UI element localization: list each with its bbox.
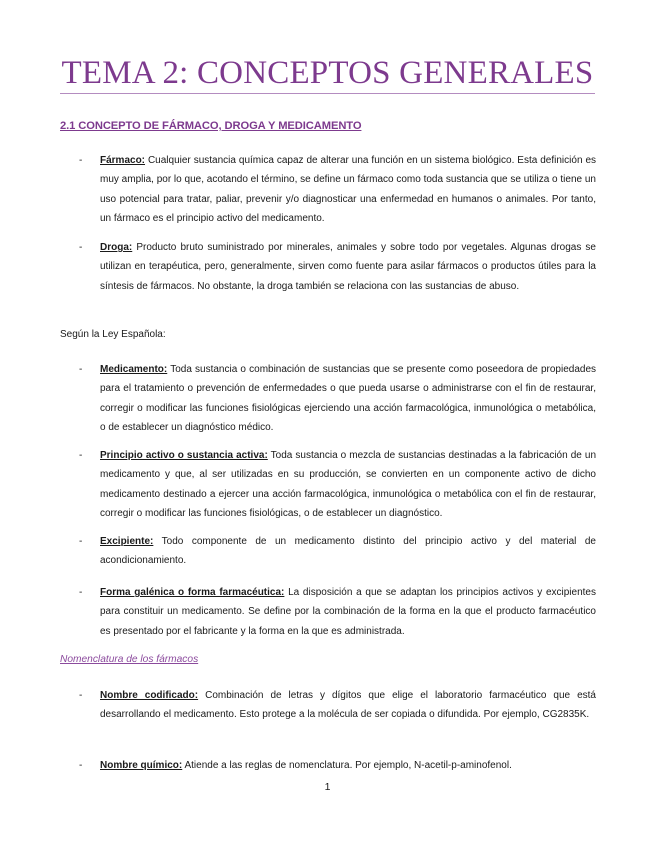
definition-term: Principio activo o sustancia activa:: [100, 450, 268, 461]
definition-forma-galenica: [62, 583, 596, 641]
bullet-dash: -: [79, 760, 83, 771]
definition-term: Nombre químico:: [100, 760, 183, 771]
bullet-dash: -: [79, 155, 83, 166]
definition-body: Producto bruto suministrado por minerales, animales y sobre todo por vegetales. Algunas drogas se utilizan en terapéutica, pero, generalmente, sirven como fuente para asilar fármacos o productos útiles para la síntesis de fármacos. No obstante, la droga también se relaciona con las sustancias de abuso.: [100, 242, 596, 292]
definition-body: Todo componente de un medicamento distinto del principio activo y del material de acondicionamiento.: [100, 536, 596, 567]
definition-text: [100, 686, 596, 725]
bullet-dash: -: [79, 690, 83, 701]
definition-text: [100, 446, 596, 524]
bullet-dash: -: [79, 450, 83, 461]
definition-text: [100, 238, 596, 296]
definition-principio-activo: [62, 446, 596, 524]
section-heading: 2.1 CONCEPTO DE FÁRMACO, DROGA Y MEDICAMENTO: [60, 120, 362, 132]
nomenclature-heading: Nomenclatura de los fármacos: [60, 654, 199, 665]
definition-body: Cualquier sustancia química capaz de alterar una función en un sistema biológico. Esta definición es muy amplia, por lo que, acotando el término, se define un fármaco como toda sustancia que se utiliza o tiene un uso potencial para tratar, paliar, prevenir y/o diagnosticar una enfermedad en humanos o animales. Por tanto, un fármaco es el principio activo del medicamento.: [100, 155, 596, 225]
page-title: TEMA 2: CONCEPTOS GENERALES: [61, 55, 594, 91]
definition-body: Combinación de letras y dígitos que elige el laboratorio farmacéutico que está desarrollando el medicamento. Esto protege a la molécula de ser copiada o difundida. Por ejemplo, CG2835K.: [100, 690, 596, 721]
definition-text: [100, 360, 596, 438]
definition-droga: [62, 238, 596, 296]
definition-term: Nombre codificado:: [100, 690, 199, 701]
definition-text: [100, 583, 596, 641]
definition-body: La disposición a que se adaptan los principios activos y excipientes para constituir un medicamento. Se define por la combinación de la forma en la que el producto farmacéutico es presentado por el fabricante y la forma en la que es administrada.: [100, 587, 596, 637]
page-number: 1: [324, 781, 331, 793]
definition-text: [100, 756, 596, 775]
definition-body: Atiende a las reglas de nomenclatura. Por ejemplo, N-acetil-p-aminofenol.: [182, 760, 512, 771]
definition-text: [100, 532, 596, 571]
bullet-dash: -: [79, 587, 83, 598]
definition-excipiente: [62, 532, 596, 571]
definition-term: Medicamento:: [100, 364, 168, 375]
definition-term: Excipiente:: [100, 536, 154, 547]
bullet-dash: -: [79, 536, 83, 547]
definition-term: Forma galénica o forma farmacéutica:: [100, 587, 285, 598]
nomenclature-nombre-quimico: [62, 756, 596, 775]
ley-label: Según la Ley Española:: [60, 329, 166, 340]
definition-body: Toda sustancia o combinación de sustancias que se presente como poseedora de propiedades para el tratamiento o prevención de enfermedades o que pueda usarse o administrarse con el fin de restaurar, corregir o modificar las funciones fisiológicas ejerciendo una acción farmacológica, inmunológica o metabólica, o de establecer un diagnóstico médico.: [100, 364, 596, 434]
title-underline-rule: [60, 93, 595, 94]
definition-term: Fármaco:: [100, 155, 146, 166]
nomenclature-nombre-codificado: [62, 686, 596, 725]
definition-body: Toda sustancia o mezcla de sustancias destinadas a la fabricación de un medicamento y que, al ser utilizadas en su producción, se convierten en un componente activo de dicho medicamento destinado a ejercer una acción farmacológica, inmunológica o metabólica con el fin de restaurar, corregir o modificar las funciones fisiológicas, o de establecer un diagnóstico.: [100, 450, 596, 520]
definition-term: Droga:: [100, 242, 133, 253]
bullet-dash: -: [79, 364, 83, 375]
definition-medicamento: [62, 360, 596, 438]
definition-text: [100, 151, 596, 229]
bullet-dash: -: [79, 242, 83, 253]
definition-farmaco: [62, 151, 596, 229]
